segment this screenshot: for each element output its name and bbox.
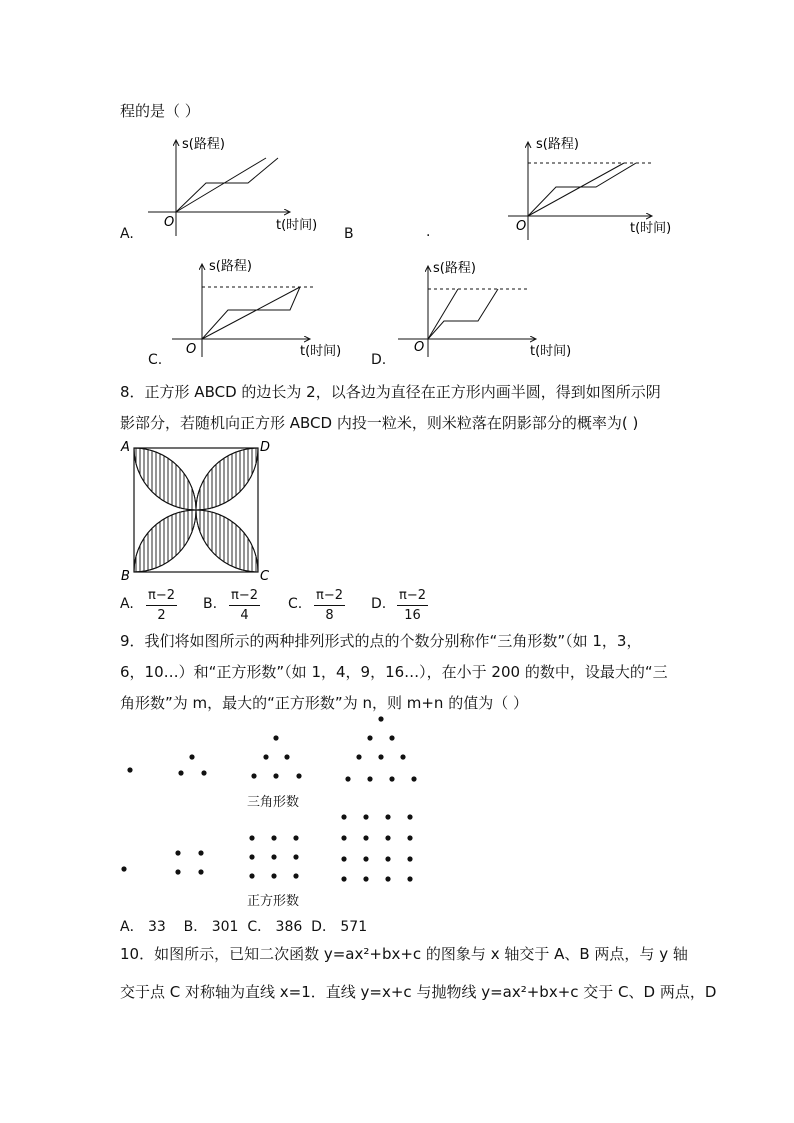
q8-option-a-label: A. bbox=[120, 596, 134, 612]
triangle-1 bbox=[127, 767, 132, 772]
q9-square-caption: 正方形数 bbox=[247, 894, 300, 909]
q8-option-c-den: 8 bbox=[325, 608, 334, 623]
q8-option-b-num: π−2 bbox=[229, 588, 260, 606]
triangle-10 bbox=[345, 716, 416, 781]
graph-d-origin: O bbox=[414, 340, 425, 355]
q10-line-2: 交于点 C 对称轴为直线 x=1．直线 y=x+c 与抛物线 y=ax²+bx+c 交于 C、D 两点，D bbox=[120, 983, 717, 1001]
graph-c-origin: O bbox=[186, 342, 197, 357]
square-1 bbox=[121, 866, 126, 871]
graph-b-x-label: t(时间) bbox=[630, 221, 672, 236]
q9-answer-options: A． 33 B． 301 C． 386 D． 571 bbox=[120, 919, 368, 935]
graph-d-y-label: s(路程) bbox=[433, 261, 476, 276]
triangle-3 bbox=[178, 754, 206, 775]
q8-corner-a: A bbox=[121, 440, 130, 455]
q8-option-d-label: D. bbox=[371, 596, 387, 612]
q7-stem-tail: 程的是（ ） bbox=[120, 102, 200, 120]
q8-corner-b: B bbox=[121, 569, 130, 583]
q7-option-a: A. bbox=[120, 226, 134, 242]
q7-option-b: B bbox=[344, 226, 354, 242]
graph-c-y-label: s(路程) bbox=[209, 259, 252, 274]
square-9 bbox=[249, 835, 298, 878]
square-4 bbox=[175, 850, 203, 874]
q7-option-d: D. bbox=[371, 352, 387, 368]
q8-option-b-den: 4 bbox=[240, 608, 249, 623]
q8-option-c-label: C. bbox=[288, 596, 303, 612]
q8-line-1: 8．正方形 ABCD 的边长为 2，以各边为直径在正方形内画半圆，得到如图所示阴 bbox=[120, 383, 661, 401]
q8-corner-c: C bbox=[260, 569, 270, 583]
q9-triangle-caption: 三角形数 bbox=[247, 795, 300, 810]
q8-option-b-label: B. bbox=[203, 596, 218, 612]
q8-option-a-num: π−2 bbox=[146, 588, 177, 606]
q9-line-1: 9．我们将如图所示的两种排列形式的点的个数分别称作“三角形数”（如 1，3， bbox=[120, 632, 642, 650]
q8-option-c-num: π−2 bbox=[314, 588, 345, 606]
graph-a-y-label: s(路程) bbox=[182, 137, 225, 152]
q9-line-2: 6，10…）和“正方形数”（如 1，4，9，16…），在小于 200 的数中，设最大的“三 bbox=[120, 663, 668, 681]
q8-option-d-num: π−2 bbox=[397, 588, 428, 606]
graph-c-x-label: t(时间) bbox=[300, 344, 342, 359]
q8-corner-d: D bbox=[260, 440, 271, 455]
graph-a-x-label: t(时间) bbox=[276, 218, 318, 233]
q8-option-d-den: 16 bbox=[404, 608, 421, 623]
q7-option-b-dot: . bbox=[426, 224, 431, 240]
q10-line-1: 10．如图所示，已知二次函数 y=ax²+bx+c 的图象与 x 轴交于 A、B 两点，与 y 轴 bbox=[120, 945, 688, 963]
q9-line-3: 角形数”为 m，最大的“正方形数”为 n，则 m+n 的值为（ ） bbox=[120, 694, 528, 712]
graph-b-origin: O bbox=[516, 219, 527, 234]
square-16 bbox=[341, 814, 412, 881]
graph-b-y-label: s(路程) bbox=[536, 137, 579, 152]
q8-line-2: 影部分，若随机向正方形 ABCD 内投一粒米，则米粒落在阴影部分的概率为( ) bbox=[120, 414, 639, 432]
q8-option-a-den: 2 bbox=[157, 608, 166, 623]
graph-d-x-label: t(时间) bbox=[530, 344, 572, 359]
triangle-6 bbox=[251, 735, 301, 778]
q7-option-c: C. bbox=[148, 352, 163, 368]
graph-a-origin: O bbox=[164, 215, 175, 230]
